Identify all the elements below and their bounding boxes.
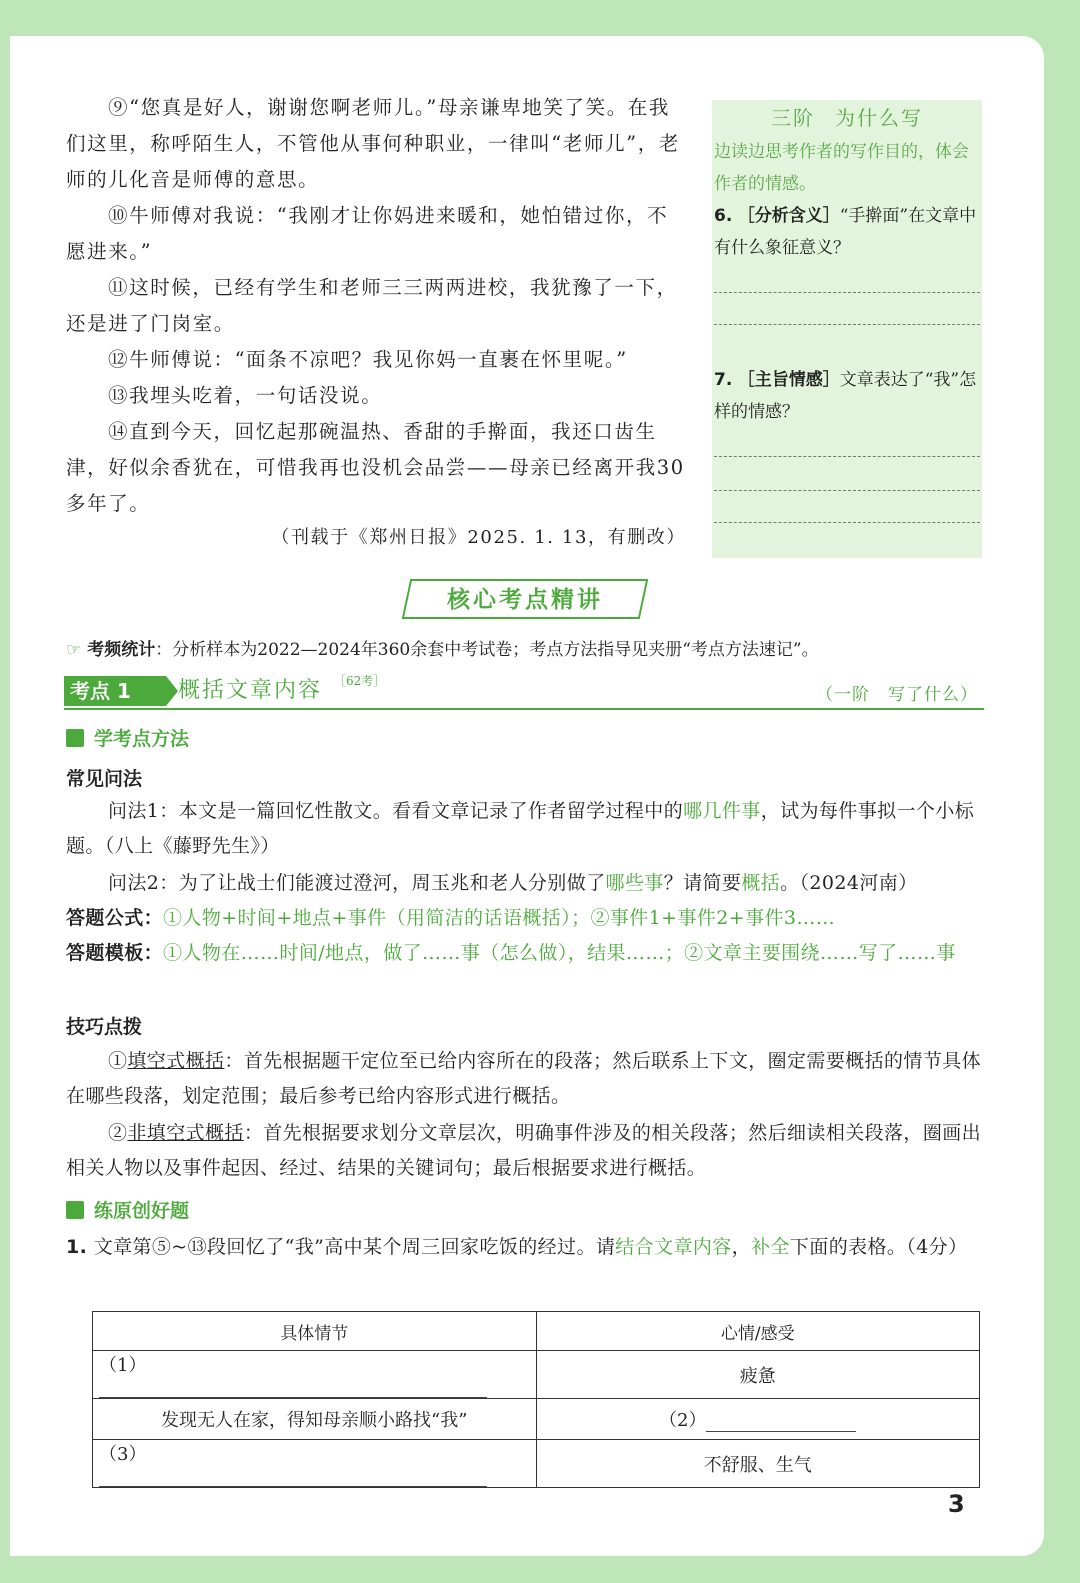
- table-cell: 不舒服、生气: [536, 1440, 980, 1488]
- answer-table: [92, 1311, 980, 1488]
- formula-label: 答题公式：: [66, 907, 164, 929]
- article-paragraph-11: ⑪这时候，已经有学生和老师三三两两进校，我犹豫了一下，还是进了门岗室。: [66, 276, 678, 335]
- exam-stats: [66, 638, 986, 662]
- topic-arrow-icon: [166, 676, 178, 706]
- table-cell: 疲惫: [536, 1351, 980, 1399]
- topic-title: 概括文章内容: [178, 678, 323, 703]
- table-cell: 发现无人在家，得知母亲顺小路找“我”: [93, 1399, 537, 1440]
- practice-heading-text: 练原创好题: [94, 1200, 190, 1222]
- answer-line[interactable]: [714, 324, 980, 325]
- highlight: 哪几件事: [683, 800, 761, 822]
- article-paragraph-12: ⑫牛师傅说：“面条不凉吧？我见你妈一直裹在怀里呢。”: [108, 348, 628, 371]
- pencil-icon: [66, 1201, 84, 1219]
- article-paragraph-10: ⑩牛师傅对我说：“我刚才让你妈进来暖和，她怕错过你，不愿进来。”: [66, 204, 669, 263]
- tip-1: ①填空式概括：首先根据题干定位至已给内容所在的段落；然后联系上下文，圈定需要概括的情节具体在哪些段落，划定范围；最后参考已给内容形式进行概括。: [66, 1050, 982, 1107]
- common-questions-heading: 常见问法: [66, 768, 143, 790]
- highlight: 概括: [741, 872, 781, 894]
- method-heading: [66, 724, 189, 751]
- topic-label: 考点 1: [64, 676, 166, 706]
- page-number: 3: [948, 1490, 965, 1518]
- pointing-hand-icon: ☞: [66, 640, 82, 660]
- sidebar-heading: 为什么写: [835, 106, 923, 130]
- sidebar-panel: [712, 100, 982, 558]
- article-paragraph-14: ⑭直到今天，回忆起那碗温热、香甜的手擀面，我还口齿生津，好似余香犹在，可惜我再也没机会品尝——母亲已经离开我30多年了。: [66, 420, 685, 515]
- question-6-number: 6.: [714, 206, 733, 226]
- sidebar-title: [712, 102, 982, 131]
- stats-label: 考频统计: [87, 640, 156, 660]
- template-text: ①人物在……时间/地点，做了……事（怎么做），结果……；②文章主要围绕……写了……事: [163, 942, 956, 964]
- highlight: 哪些事: [605, 872, 664, 894]
- section-banner: [396, 575, 654, 621]
- fill-blank[interactable]: [706, 1413, 856, 1432]
- table-cell[interactable]: （2）: [536, 1399, 980, 1440]
- fill-blank[interactable]: [99, 1468, 487, 1487]
- tips-heading: 技巧点拨: [66, 1016, 143, 1038]
- table-row: [93, 1399, 980, 1440]
- topic-level: （一阶 写了什么）: [816, 685, 978, 705]
- method-heading-text: 学考点方法: [94, 728, 190, 750]
- answer-line[interactable]: [714, 292, 980, 293]
- topic-header: [64, 676, 984, 710]
- article-source: （刊载于《郑州日报》2025. 1. 13，有删改）: [271, 527, 686, 548]
- question-7-text: 文章表达了“我”怎样的情感？: [714, 370, 977, 422]
- article-paragraph-13: ⑬我埋头吃着，一句话没说。: [108, 384, 383, 407]
- table-cell[interactable]: （1）: [93, 1351, 537, 1399]
- tip-2: ②非填空式概括：首先根据要求划分文章层次，明确事件涉及的相关段落；然后细读相关段落，圈画出相关人物以及事件起因、经过、结果的关键词句；最后根据要求进行概括。: [66, 1122, 982, 1179]
- table-cell[interactable]: （3）: [93, 1440, 537, 1488]
- answer-line[interactable]: [714, 490, 980, 491]
- question-6-text: “手擀面”在文章中有什么象征意义？: [714, 206, 977, 258]
- highlight: 补全: [751, 1236, 790, 1258]
- formula-text: ①人物+时间+地点+事件（用简洁的话语概括）；②事件1+事件2+事件3……: [163, 907, 836, 929]
- question-6: [714, 200, 980, 264]
- practice-question-1: 1. 文章第⑤~⑬段回忆了“我”高中某个周三回家吃饭的经过。请结合文章内容，补全下面的表格。（4分）: [66, 1236, 968, 1258]
- answer-line[interactable]: [714, 522, 980, 523]
- question-form-1: 问法1：本文是一篇回忆性散文。看看文章记录了作者留学过程中的哪几件事，试为每件事拟一个小标题。（八上《藤野先生》）: [66, 800, 975, 857]
- tip-2-term: 非填空式概括: [127, 1122, 244, 1144]
- question-7-tag: ［主旨情感］: [737, 370, 840, 390]
- fill-blank[interactable]: [99, 1379, 487, 1398]
- question-7-number: 7.: [714, 370, 733, 390]
- question-form-2: 问法2：为了让战士们能渡过澄河，周玉兆和老人分别做了哪些事？请简要概括。（2024河南）: [108, 872, 918, 894]
- sidebar-description: 边读边思考作者的写作目的，体会作者的情感。: [714, 142, 969, 194]
- tip-1-term: 填空式概括: [127, 1050, 225, 1072]
- sidebar-level: 三阶: [771, 106, 815, 130]
- table-row: [93, 1440, 980, 1488]
- stats-text: ：分析样本为2022—2024年360余套中考试卷；考点方法指导见夹册“考点方法速记”。: [155, 640, 819, 660]
- banner-title: 核心考点精讲: [447, 587, 603, 613]
- pencil-icon: [66, 729, 84, 747]
- column-header: 具体情节: [93, 1312, 537, 1351]
- table-row: [93, 1351, 980, 1399]
- answer-line[interactable]: [714, 456, 980, 457]
- question-1-number: 1.: [66, 1236, 88, 1258]
- highlight: 结合文章内容: [615, 1236, 732, 1258]
- answer-formula: [66, 901, 982, 936]
- answer-template: [66, 936, 982, 971]
- article-paragraph-9: ⑨“您真是好人，谢谢您啊老师儿。”母亲谦卑地笑了笑。在我们这里，称呼陌生人，不管他从事何种职业，一律叫“老师儿”，老师的儿化音是师傅的意思。: [66, 96, 680, 191]
- question-6-tag: ［分析含义］: [737, 206, 840, 226]
- question-7: [714, 364, 980, 428]
- practice-heading: [66, 1196, 189, 1223]
- column-header: 心情/感受: [536, 1312, 980, 1351]
- template-label: 答题模板：: [66, 942, 164, 964]
- topic-exam-count: ［62考］: [334, 674, 386, 688]
